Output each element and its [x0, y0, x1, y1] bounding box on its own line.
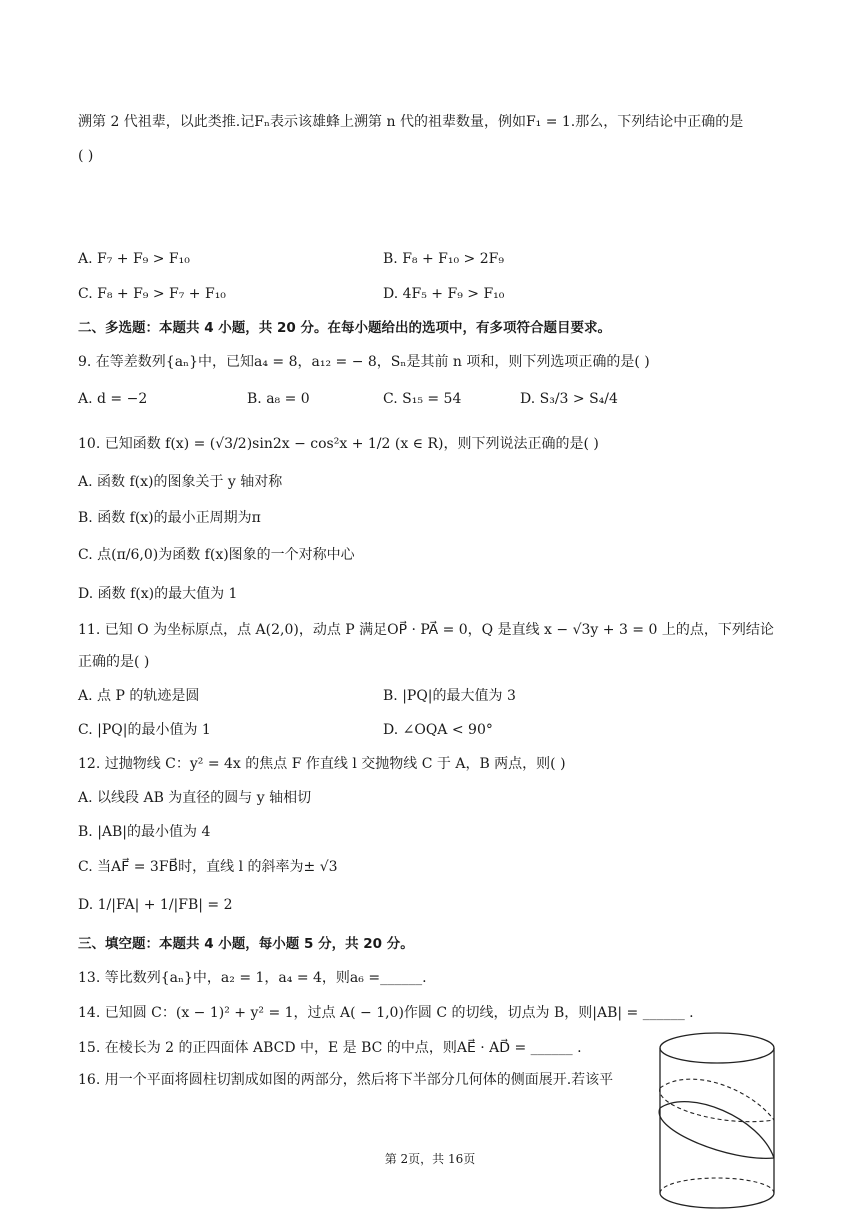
q9-option-b: B. a₈ = 0: [247, 391, 310, 407]
q8-stem-line1: 溯第 2 代祖辈，以此类推.记Fₙ表示该雄蜂上溯第 n 代的祖辈数量，例如F₁ = 1.那么，下列结论中正确的是: [78, 114, 744, 130]
q10-stem: 10. 已知函数 f(x) = (√3/2)sin2x − cos²x + 1/2 (x ∈ R)，则下列说法正确的是( ): [78, 436, 599, 452]
cylinder-top-ellipse: [660, 1033, 774, 1063]
q11-option-c: C. |PQ|的最小值为 1: [78, 722, 211, 738]
q10-option-b: B. 函数 f(x)的最小正周期为π: [78, 510, 261, 526]
section-heading-multiple-choice: 二、多选题：本题共 4 小题，共 20 分。在每小题给出的选项中，有多项符合题目要求。: [78, 320, 611, 336]
q8-option-c: C. F₈ + F₉ > F₇ + F₁₀: [78, 286, 226, 302]
q12-option-b: B. |AB|的最小值为 4: [78, 824, 211, 840]
q11-stem-line1: 11. 已知 O 为坐标原点，点 A(2,0)，动点 P 满足OP⃗ · PA⃗ = 0，Q 是直线 x − √3y + 3 = 0 上的点，下列结论: [78, 622, 774, 638]
q9-option-c: C. S₁₅ = 54: [383, 391, 462, 407]
q8-option-a: A. F₇ + F₉ > F₁₀: [78, 251, 190, 267]
q8-option-b: B. F₈ + F₁₀ > 2F₉: [383, 251, 504, 267]
q12-option-c: C. 当AF⃗ = 3FB⃗时，直线 l 的斜率为± √3: [78, 859, 338, 875]
q10-option-c: C. 点(π/6,0)为函数 f(x)图象的一个对称中心: [78, 547, 355, 563]
q8-stem-line2: ( ): [78, 148, 94, 164]
q12-stem: 12. 过抛物线 C：y² = 4x 的焦点 F 作直线 l 交抛物线 C 于 A，B 两点，则( ): [78, 756, 566, 772]
cylinder-cut-figure: [650, 1028, 785, 1213]
q12-option-a: A. 以线段 AB 为直径的圆与 y 轴相切: [78, 790, 312, 806]
q12-option-d: D. 1/|FA| + 1/|FB| = 2: [78, 897, 233, 913]
page-footer: 第 2页，共 16页: [384, 1152, 476, 1166]
q8-option-d: D. 4F₅ + F₉ > F₁₀: [383, 286, 505, 302]
q11-option-a: A. 点 P 的轨迹是圆: [78, 688, 200, 704]
q11-stem-line2: 正确的是( ): [78, 654, 150, 670]
q10-option-d: D. 函数 f(x)的最大值为 1: [78, 586, 238, 602]
cylinder-bottom-front: [660, 1193, 774, 1208]
cut-upper-front: [660, 1088, 774, 1122]
q15-text: 15. 在棱长为 2 的正四面体 ABCD 中，E 是 BC 的中点，则AE⃗ · AD⃗ = ______ .: [78, 1040, 582, 1056]
q10-option-a: A. 函数 f(x)的图象关于 y 轴对称: [78, 474, 283, 490]
q9-stem: 9. 在等差数列{aₙ}中，已知a₄ = 8，a₁₂ = − 8，Sₙ是其前 n 项和，则下列选项正确的是( ): [78, 354, 650, 370]
section-heading-fill-in: 三、填空题：本题共 4 小题，每小题 5 分，共 20 分。: [78, 936, 414, 952]
q11-option-d: D. ∠OQA < 90°: [383, 722, 493, 738]
cylinder-bottom-back: [660, 1178, 774, 1193]
q9-option-a: A. d = −2: [78, 391, 148, 407]
cut-upper-back: [660, 1079, 774, 1120]
q11-option-b: B. |PQ|的最大值为 3: [383, 688, 516, 704]
q16-text: 16. 用一个平面将圆柱切割成如图的两部分，然后将下半部分几何体的侧面展开.若该平: [78, 1072, 614, 1088]
q14-text: 14. 已知圆 C：(x − 1)² + y² = 1，过点 A( − 1,0)作圆 C 的切线，切点为 B，则|AB| = ______ .: [78, 1005, 694, 1021]
q13-text: 13. 等比数列{aₙ}中，a₂ = 1，a₄ = 4，则a₆ =______.: [78, 970, 427, 986]
q9-option-d: D. S₃/3 > S₄/4: [520, 391, 618, 407]
